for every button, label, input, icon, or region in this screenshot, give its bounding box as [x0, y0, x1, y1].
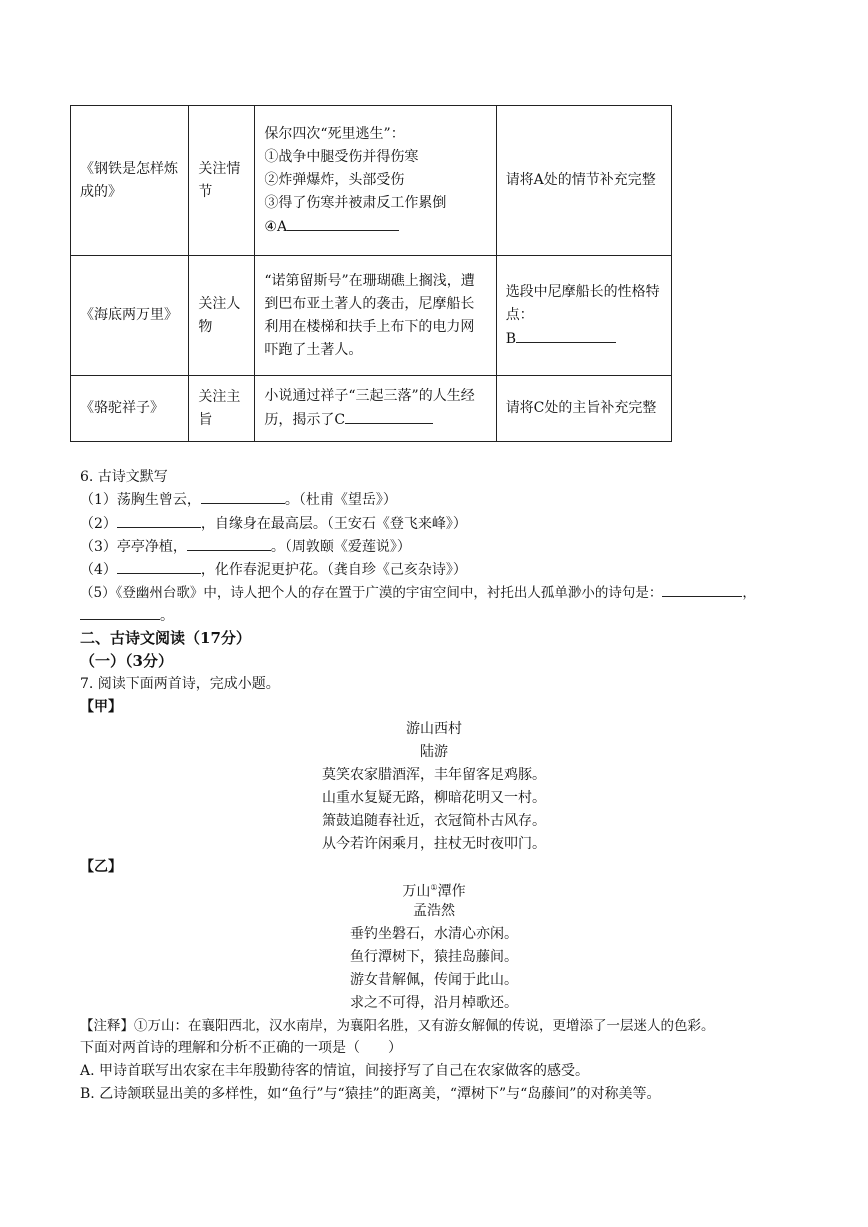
q6-item-5-cont: 。	[80, 604, 174, 627]
answer-blank-c[interactable]	[345, 408, 433, 424]
poem1-line: 山重水复疑无路，柳暗花明又一村。	[322, 790, 546, 806]
answer-blank[interactable]	[117, 558, 201, 574]
answer-blank[interactable]	[187, 535, 271, 551]
q6-item-4: （4） ，化作春泥更护花。（龚自珍《己亥杂诗》）	[80, 558, 467, 581]
content-cell: 小说通过祥子“三起三落”的人生经历，揭示了C	[255, 376, 496, 442]
content-line: ④A	[264, 215, 486, 239]
q7-question: 下面对两首诗的理解和分析不正确的一项是（ ）	[80, 1040, 402, 1056]
poem1-line: 箫鼓追随春社近，衣冠简朴古风存。	[322, 813, 546, 829]
poem1-title: 游山西村	[406, 721, 462, 737]
q6-item-5: （5）《登幽州台歌》中，诗人把个人的存在置于广漠的宇宙空间中，衬托出人孤单渺小的诗句是： ，	[80, 581, 756, 604]
poem2-line: 求之不可得，沿月棹歌还。	[350, 995, 518, 1011]
book-cell: 《海底两万里》	[71, 256, 189, 376]
answer-blank-b[interactable]	[516, 327, 616, 343]
focus-cell: 关注人物	[189, 256, 255, 376]
table-row	[71, 106, 672, 256]
poem1-author: 陆游	[420, 744, 448, 760]
book-cell: 《骆驼祥子》	[71, 376, 189, 442]
poem2-author: 孟浩然	[413, 903, 455, 919]
answer-blank-a[interactable]	[287, 215, 399, 231]
footnote-marker: ①	[430, 883, 438, 892]
poem-label-yi: 【乙】	[80, 859, 122, 875]
table-row	[71, 376, 672, 442]
answer-blank[interactable]	[117, 512, 201, 528]
content-line: ③得了伤寒并被肃反工作累倒	[264, 194, 447, 211]
section-title: 二、古诗文阅读（17分）	[80, 629, 251, 647]
poem-label-jia: 【甲】	[80, 699, 122, 715]
reading-table	[70, 105, 672, 442]
poem2-line: 鱼行潭树下，猿挂岛藤间。	[350, 949, 518, 965]
q7-option-a[interactable]: A. 甲诗首联写出农家在丰年殷勤待客的情谊，间接抒写了自己在农家做客的感受。	[80, 1063, 590, 1079]
poem2-line: 垂钓坐磐石，水清心亦闲。	[350, 926, 518, 942]
poem1-line: 莫笑农家腊酒浑，丰年留客足鸡豚。	[322, 767, 546, 783]
book-cell: 《钢铁是怎样炼成的》	[71, 106, 189, 256]
answer-blank[interactable]	[662, 581, 742, 597]
q6-item-2: （2） ，自缘身在最高层。（王安石《登飞来峰》）	[80, 512, 467, 535]
q6-item-3: （3）亭亭净植， 。（周敦颐《爱莲说》）	[80, 535, 411, 558]
table-row	[71, 256, 672, 376]
q6-item-1: （1）荡胸生曾云， 。（杜甫《望岳》）	[80, 488, 397, 511]
task-cell: 选段中尼摩船长的性格特点： B	[496, 256, 671, 376]
content-cell	[255, 106, 496, 256]
subsection-title: （一）（3分）	[80, 652, 173, 670]
task-cell: 请将A处的情节补充完整	[496, 106, 671, 256]
q7-option-b[interactable]: B. 乙诗颔联显出美的多样性，如“鱼行”与“猿挂”的距离美，“潭树下”与“岛藤间”的对称美等。	[80, 1086, 661, 1102]
focus-cell: 关注主旨	[189, 376, 255, 442]
q7-title: 7. 阅读下面两首诗，完成小题。	[80, 676, 280, 692]
poem2-title: 万山①潭作	[402, 883, 466, 900]
content-line: 保尔四次“死里逃生”：	[264, 125, 405, 142]
task-cell: 请将C处的主旨补充完整	[496, 376, 671, 442]
answer-blank[interactable]	[201, 488, 285, 504]
poem2-line: 游女昔解佩，传闻于此山。	[350, 972, 518, 988]
focus-cell: 关注情节	[189, 106, 255, 256]
answer-blank[interactable]	[80, 604, 160, 620]
content-cell: “诺第留斯号”在珊瑚礁上搁浅，遭到巴布亚土著人的袭击，尼摩船长利用在楼梯和扶手上布下的电力网吓跑了土著人。	[255, 256, 496, 376]
poem1-line: 从今若许闲乘月，拄杖无时夜叩门。	[322, 836, 546, 852]
annotation-note: 【注释】①万山：在襄阳西北，汉水南岸，为襄阳名胜，又有游女解佩的传说，更增添了一层迷人的色彩。	[80, 1018, 715, 1034]
content-line: ②炸弹爆炸，头部受伤	[264, 171, 405, 188]
q6-title: 6. 古诗文默写	[80, 469, 168, 485]
content-line: ①战争中腿受伤并得伤寒	[264, 148, 419, 165]
